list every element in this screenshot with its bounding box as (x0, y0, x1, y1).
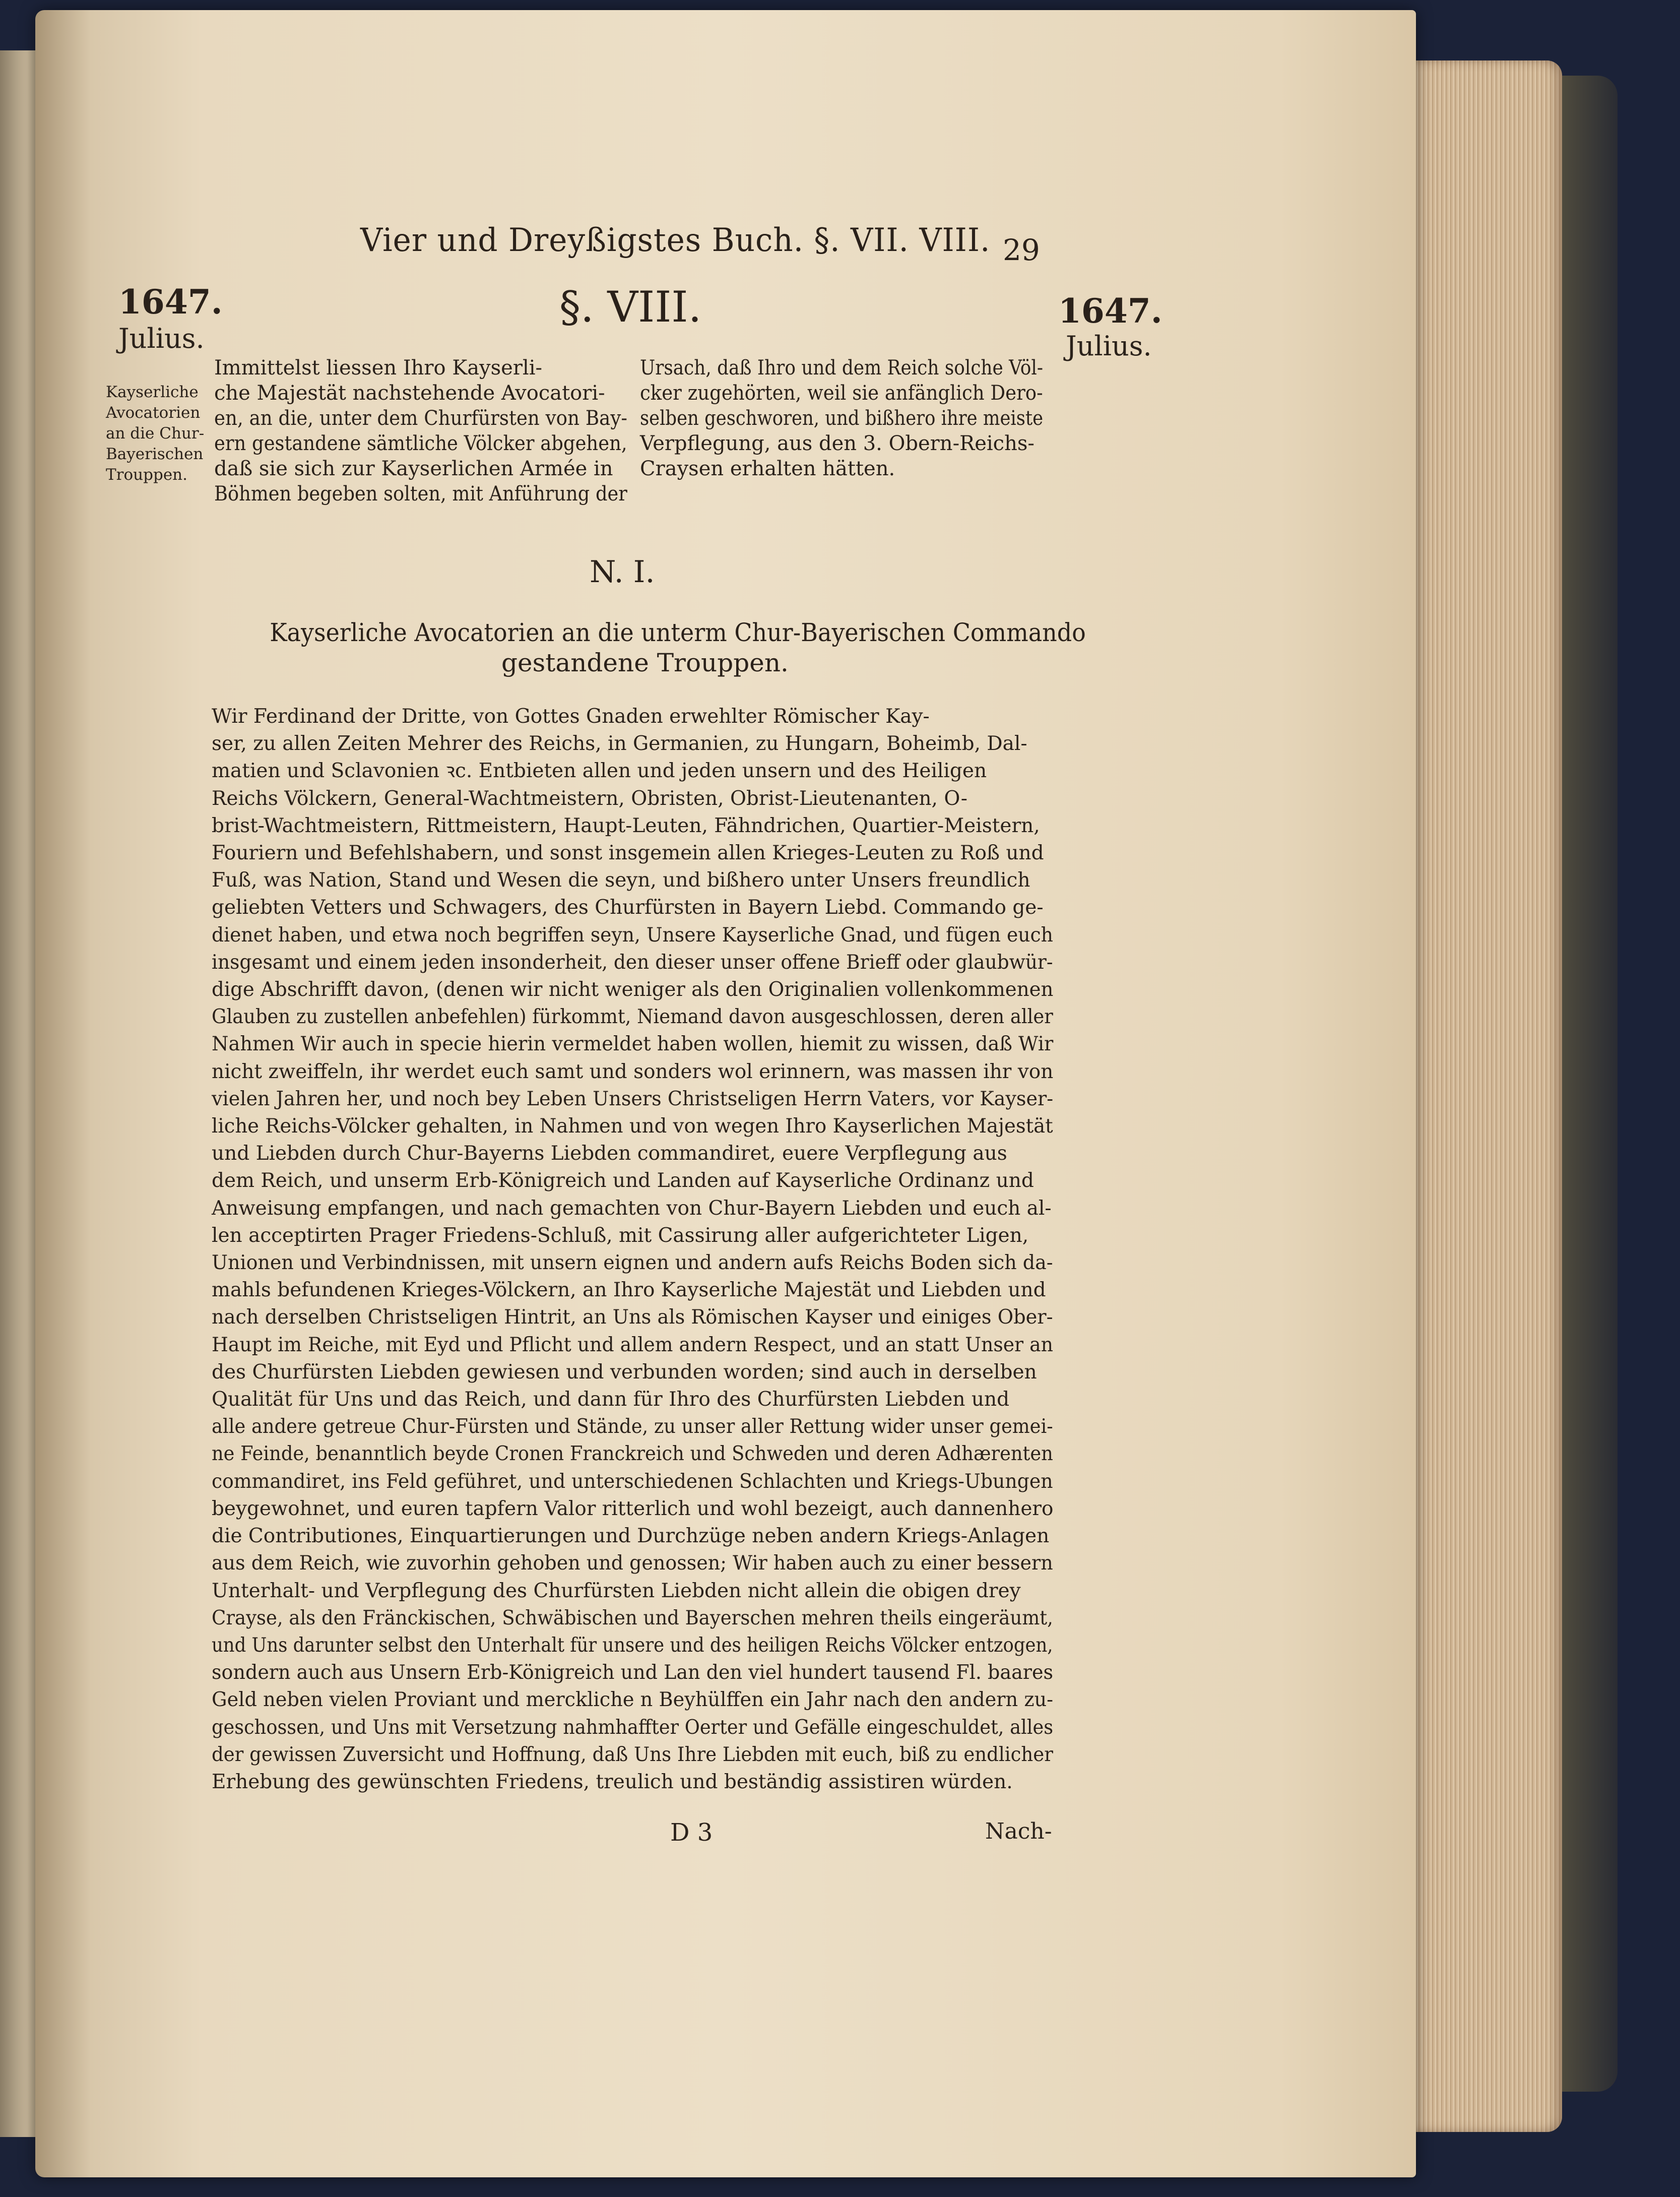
page-number: 29 (1003, 233, 1040, 267)
side-note-line: Kayserliche (106, 383, 199, 401)
body-line: geliebten Vetters und Schwagers, des Churfürsten in Bayern Liebd. Commando ge- (212, 896, 1044, 919)
intro-line: Böhmen begeben solten, mit Anführung der (214, 482, 627, 506)
body-line: Fouriern und Befehlshabern, und sonst insgemein allen Krieges-Leuten zu Roß und (212, 842, 1044, 865)
body-line: brist-Wachtmeistern, Rittmeistern, Haupt-Leuten, Fähndrichen, Quartier-Meistern, (212, 814, 1040, 837)
body-line: Wir Ferdinand der Dritte, von Gottes Gnaden erwehlter Römischer Kay- (212, 705, 930, 728)
body-text (212, 703, 1138, 1796)
body-line: Erhebung des gewünschten Friedens, treulich und beständig assistiren würden. (212, 1770, 1013, 1793)
body-line: alle andere getreue Chur-Fürsten und Stände, zu unser aller Rettung wider unser gemei- (212, 1415, 1053, 1438)
body-line: sondern auch aus Unsern Erb-Königreich und Lan den viel hundert tausend Fl. baares (212, 1661, 1054, 1684)
intro-line: selben geschworen, und bißhero ihre meiste (640, 407, 1044, 430)
body-line: dienet haben, und etwa noch begriffen seyn, Unsere Kayserliche Gnad, und fügen euch (212, 923, 1053, 947)
body-line: Unterhalt- und Verpflegung des Churfürsten Liebden nicht allein die obigen drey (212, 1579, 1021, 1602)
body-line: nach derselben Christseligen Hintrit, an Uns als Römischen Kayser und einiges Ober- (212, 1306, 1053, 1329)
body-line: ne Feinde, benanntlich beyde Cronen Franckreich und Schweden und deren Adhærenten (212, 1442, 1053, 1466)
body-line: und Uns darunter selbst den Unterhalt für unsere und des heiligen Reichs Völcker entzogen, (212, 1634, 1053, 1657)
body-line: Anweisung empfangen, und nach gemachten von Chur-Bayern Liebden und euch al- (212, 1197, 1052, 1220)
intro-line: Ursach, daß Ihro und dem Reich solche Völ- (640, 356, 1043, 380)
body-line: dige Abschrifft davon, (denen wir nicht weniger als den Originalien vollenkommenen (212, 978, 1054, 1001)
intro-line: Immittelst liessen Ihro Kayserli- (214, 356, 543, 380)
document-number: N. I. (590, 554, 655, 590)
intro-column-right (640, 355, 1095, 481)
section-heading: §. VIII. (559, 282, 702, 332)
body-line: Glauben zu zustellen anbefehlen) fürkommt, Niemand davon ausgeschlossen, deren aller (212, 1006, 1053, 1029)
intro-column-left (214, 355, 664, 507)
body-line: Crayse, als den Fränckischen, Schwäbischen und Bayerschen mehren theils eingeräumt, (212, 1606, 1053, 1629)
margin-month-right: Julius. (1066, 330, 1152, 362)
document-title-line: gestandene Trouppen. (501, 648, 789, 677)
body-line: dem Reich, und unserm Erb-Königreich und Landen auf Kayserliche Ordinanz und (212, 1169, 1034, 1192)
body-line: nicht zweiffeln, ihr werdet euch samt und sonders wol erinnern, was massen ihr von (212, 1060, 1054, 1083)
catchword: Nach- (985, 1818, 1052, 1844)
document-title-line: Kayserliche Avocatorien an die unterm Chur-Bayerischen Commando (270, 618, 1086, 647)
body-line: Qualität für Uns und das Reich, und dann für Ihro des Churfürsten Liebden und (212, 1388, 1010, 1411)
body-line: aus dem Reich, wie zuvorhin gehoben und genossen; Wir haben auch zu einer bessern (212, 1552, 1053, 1575)
side-note-line: Bayerischen (106, 445, 204, 463)
body-line: geschossen, und Uns mit Versetzung nahmhaffter Oerter und Gefälle eingeschuldet, alles (212, 1716, 1054, 1739)
side-note-line: Avocatorien (106, 404, 201, 422)
body-line: Unionen und Verbindnissen, mit unsern eignen und andern aufs Reichs Boden sich da- (212, 1251, 1053, 1275)
running-header: Vier und Dreyßigstes Buch. §. VII. VIII. (360, 222, 991, 259)
intro-line: Verpflegung, aus den 3. Obern-Reichs- (640, 432, 1035, 455)
body-line: der gewissen Zuversicht und Hoffnung, daß Uns Ihre Liebden mit euch, biß zu endlicher (212, 1743, 1053, 1766)
intro-line: ern gestandene sämtliche Völcker abgehen, (214, 432, 627, 455)
body-line: commandiret, ins Feld geführet, und unterschiedenen Schlachten und Kriegs-Ubungen (212, 1470, 1053, 1493)
body-line: und Liebden durch Chur-Bayerns Liebden commandiret, euere Verpflegung aus (212, 1142, 1007, 1165)
side-note (106, 382, 204, 485)
signature-mark: D 3 (670, 1818, 713, 1847)
body-line: ser, zu allen Zeiten Mehrer des Reichs, in Germanien, zu Hungarn, Boheimb, Dal- (212, 732, 1027, 756)
body-line: liche Reichs-Völcker gehalten, in Nahmen und von wegen Ihro Kayserlichen Majestät (212, 1115, 1053, 1138)
body-line: mahls befundenen Krieges-Völckern, an Ihro Kayserliche Majestät und Liebden und (212, 1279, 1046, 1302)
intro-line: en, an die, unter dem Churfürsten von Bay- (214, 407, 627, 430)
intro-line: Craysen erhalten hätten. (640, 457, 895, 480)
body-line: Fuß, was Nation, Stand und Wesen die seyn, und bißhero unter Unsers freundlich (212, 869, 1030, 892)
body-line: beygewohnet, und euren tapfern Valor ritterlich und wohl bezeigt, auch dannenhero (212, 1497, 1054, 1520)
body-line: Reichs Völckern, General-Wachtmeistern, Obristen, Obrist-Lieutenanten, O- (212, 787, 967, 810)
body-line: Geld neben vielen Proviant und merckliche n Beyhülffen ein Jahr nach den andern zu- (212, 1688, 1054, 1712)
margin-month-left: Julius. (118, 323, 205, 354)
body-line: Haupt im Reiche, mit Eyd und Pflicht und allem andern Respect, und an statt Unser an (212, 1333, 1053, 1356)
body-line: insgesamt und einem jeden insonderheit, den dieser unser offene Brieff oder glaubwür- (212, 951, 1053, 974)
body-line: len acceptirten Prager Friedens-Schluß, mit Cassirung aller aufgerichteter Ligen, (212, 1224, 1029, 1247)
intro-line: daß sie sich zur Kayserlichen Armée in (214, 457, 613, 480)
body-line: des Churfürsten Liebden gewiesen und verbunden worden; sind auch in derselben (212, 1360, 1037, 1384)
intro-line: che Majestät nachstehende Avocatori- (214, 382, 605, 405)
margin-year-left: 1647. (118, 282, 223, 322)
margin-year-right: 1647. (1058, 291, 1162, 331)
body-line: vielen Jahren her, und noch bey Leben Unsers Christseligen Herrn Vaters, vor Kayser- (212, 1087, 1054, 1110)
body-line: Nahmen Wir auch in specie hierin vermeldet haben wollen, hiemit zu wissen, daß Wir (212, 1033, 1054, 1056)
side-note-line: an die Chur- (106, 424, 205, 443)
intro-line: cker zugehörten, weil sie anfänglich Dero- (640, 382, 1043, 405)
document-title (237, 617, 1086, 678)
side-note-line: Trouppen. (106, 466, 187, 484)
body-line: matien und Sclavonien ꝛc. Entbieten allen und jeden unsern und des Heiligen (212, 760, 987, 783)
body-line: die Contributiones, Einquartierungen und Durchzüge neben andern Kriegs-Anlagen (212, 1525, 1050, 1548)
